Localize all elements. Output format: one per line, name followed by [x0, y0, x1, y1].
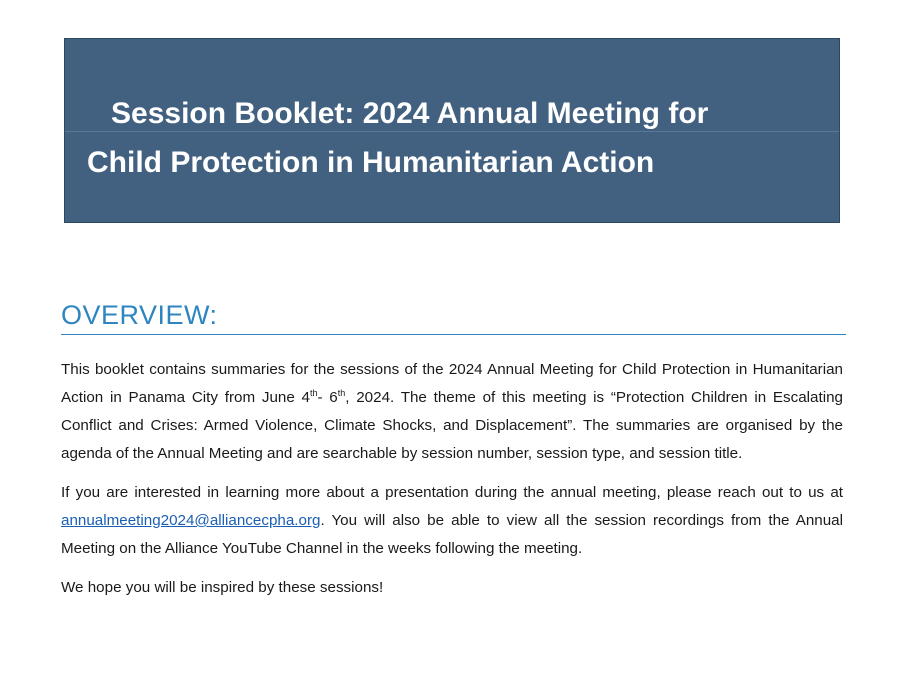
- document-title: [65, 89, 839, 187]
- overview-body: [61, 356, 843, 613]
- title-line-1: Session Booklet: 2024 Annual Meeting for: [111, 97, 709, 130]
- closing-paragraph: We hope you will be inspired by these sessions!: [61, 579, 384, 596]
- title-line-2: Child Protection in Humanitarian Action: [87, 146, 655, 179]
- email-link[interactable]: annualmeeting2024@alliancecpha.org: [61, 512, 321, 529]
- ordinal-suffix: th: [309, 387, 318, 398]
- ordinal-suffix: th: [337, 387, 346, 398]
- intro-paragraph: [61, 356, 843, 468]
- contact-paragraph: [61, 479, 843, 563]
- intro-text-part-3: , 2024. The theme of this meeting is “Protection Children in Escalating Conflict and Crises: Armed Violence, Climate Shocks, and Displacement”. The summaries are organised by the agenda of the Annual Meeting and are searchable by session number, session type, and session title.: [61, 389, 843, 462]
- intro-text-part-1: This booklet contains summaries for the sessions of the 2024 Annual Meeting for Child Protection in Humanitarian Action in Panama City from June 4: [61, 361, 843, 406]
- contact-text-part-1: If you are interested in learning more about a presentation during the annual meeting, please reach out to us at: [61, 484, 843, 501]
- intro-text-part-2: - 6: [317, 389, 338, 406]
- contact-text-part-2: . You will also be able to view all the session recordings from the Annual Meeting on the Alliance YouTube Channel in the weeks following the meeting.: [61, 512, 843, 557]
- title-banner: [64, 38, 840, 223]
- overview-heading: OVERVIEW:: [61, 297, 846, 335]
